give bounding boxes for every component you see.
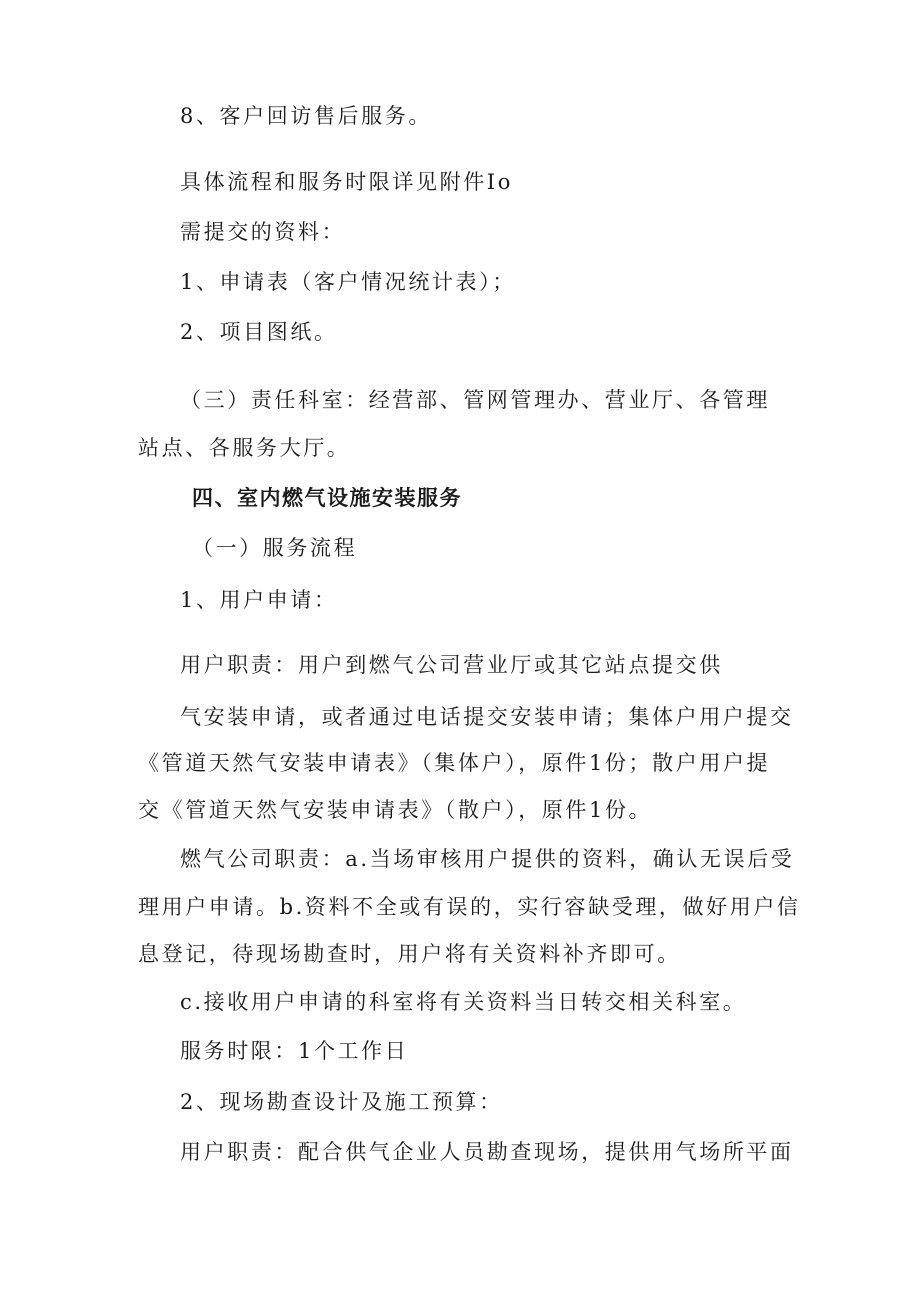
text-line: 气安装申请，或者通过电话提交安装申请；集体户用户提交 [180, 705, 794, 729]
text-line: 《管道天然气安装申请表》（集体户），原件1份；散户用户提 [138, 751, 771, 775]
list-item: 2、项目图纸。 [180, 320, 338, 344]
text-line: 需提交的资料： [180, 220, 346, 244]
text-line: 服务时限：1个工作日 [180, 1039, 409, 1063]
section-heading: 四、室内燃气设施安装服务 [192, 486, 462, 510]
text-line: c.接收用户申请的科室将有关资料当日转交相关科室。 [180, 990, 747, 1014]
list-item: 2、现场勘查设计及施工预算： [180, 1090, 503, 1114]
list-item: 1、申请表（客户情况统计表）； [180, 270, 516, 294]
text-line: 具体流程和服务时限详见附件Io [180, 170, 513, 194]
text-line: （三）责任科室：经营部、管网管理办、营业厅、各管理 [180, 388, 770, 412]
text-line: 站点、各服务大厅。 [138, 436, 351, 460]
text-line: 交《管道天然气安装申请表》（散户），原件1份。 [138, 798, 653, 822]
text-line: 用户职责：用户到燃气公司营业厅或其它站点提交供 [180, 653, 723, 677]
subsection-heading: （一）服务流程 [192, 536, 358, 560]
text-line: 用户职责：配合供气企业人员勘查现场，提供用气场所平面 [180, 1140, 794, 1164]
text-line: 理用户申请。b.资料不全或有误的，实行容缺受理，做好用户信 [138, 895, 801, 919]
text-line: 8、客户回访售后服务。 [180, 104, 432, 128]
text-line: 息登记，待现场勘查时，用户将有关资料补齐即可。 [138, 942, 681, 966]
text-line: 燃气公司职责：a.当场审核用户提供的资料，确认无误后受 [180, 847, 795, 871]
list-item: 1、用户申请： [180, 588, 338, 612]
